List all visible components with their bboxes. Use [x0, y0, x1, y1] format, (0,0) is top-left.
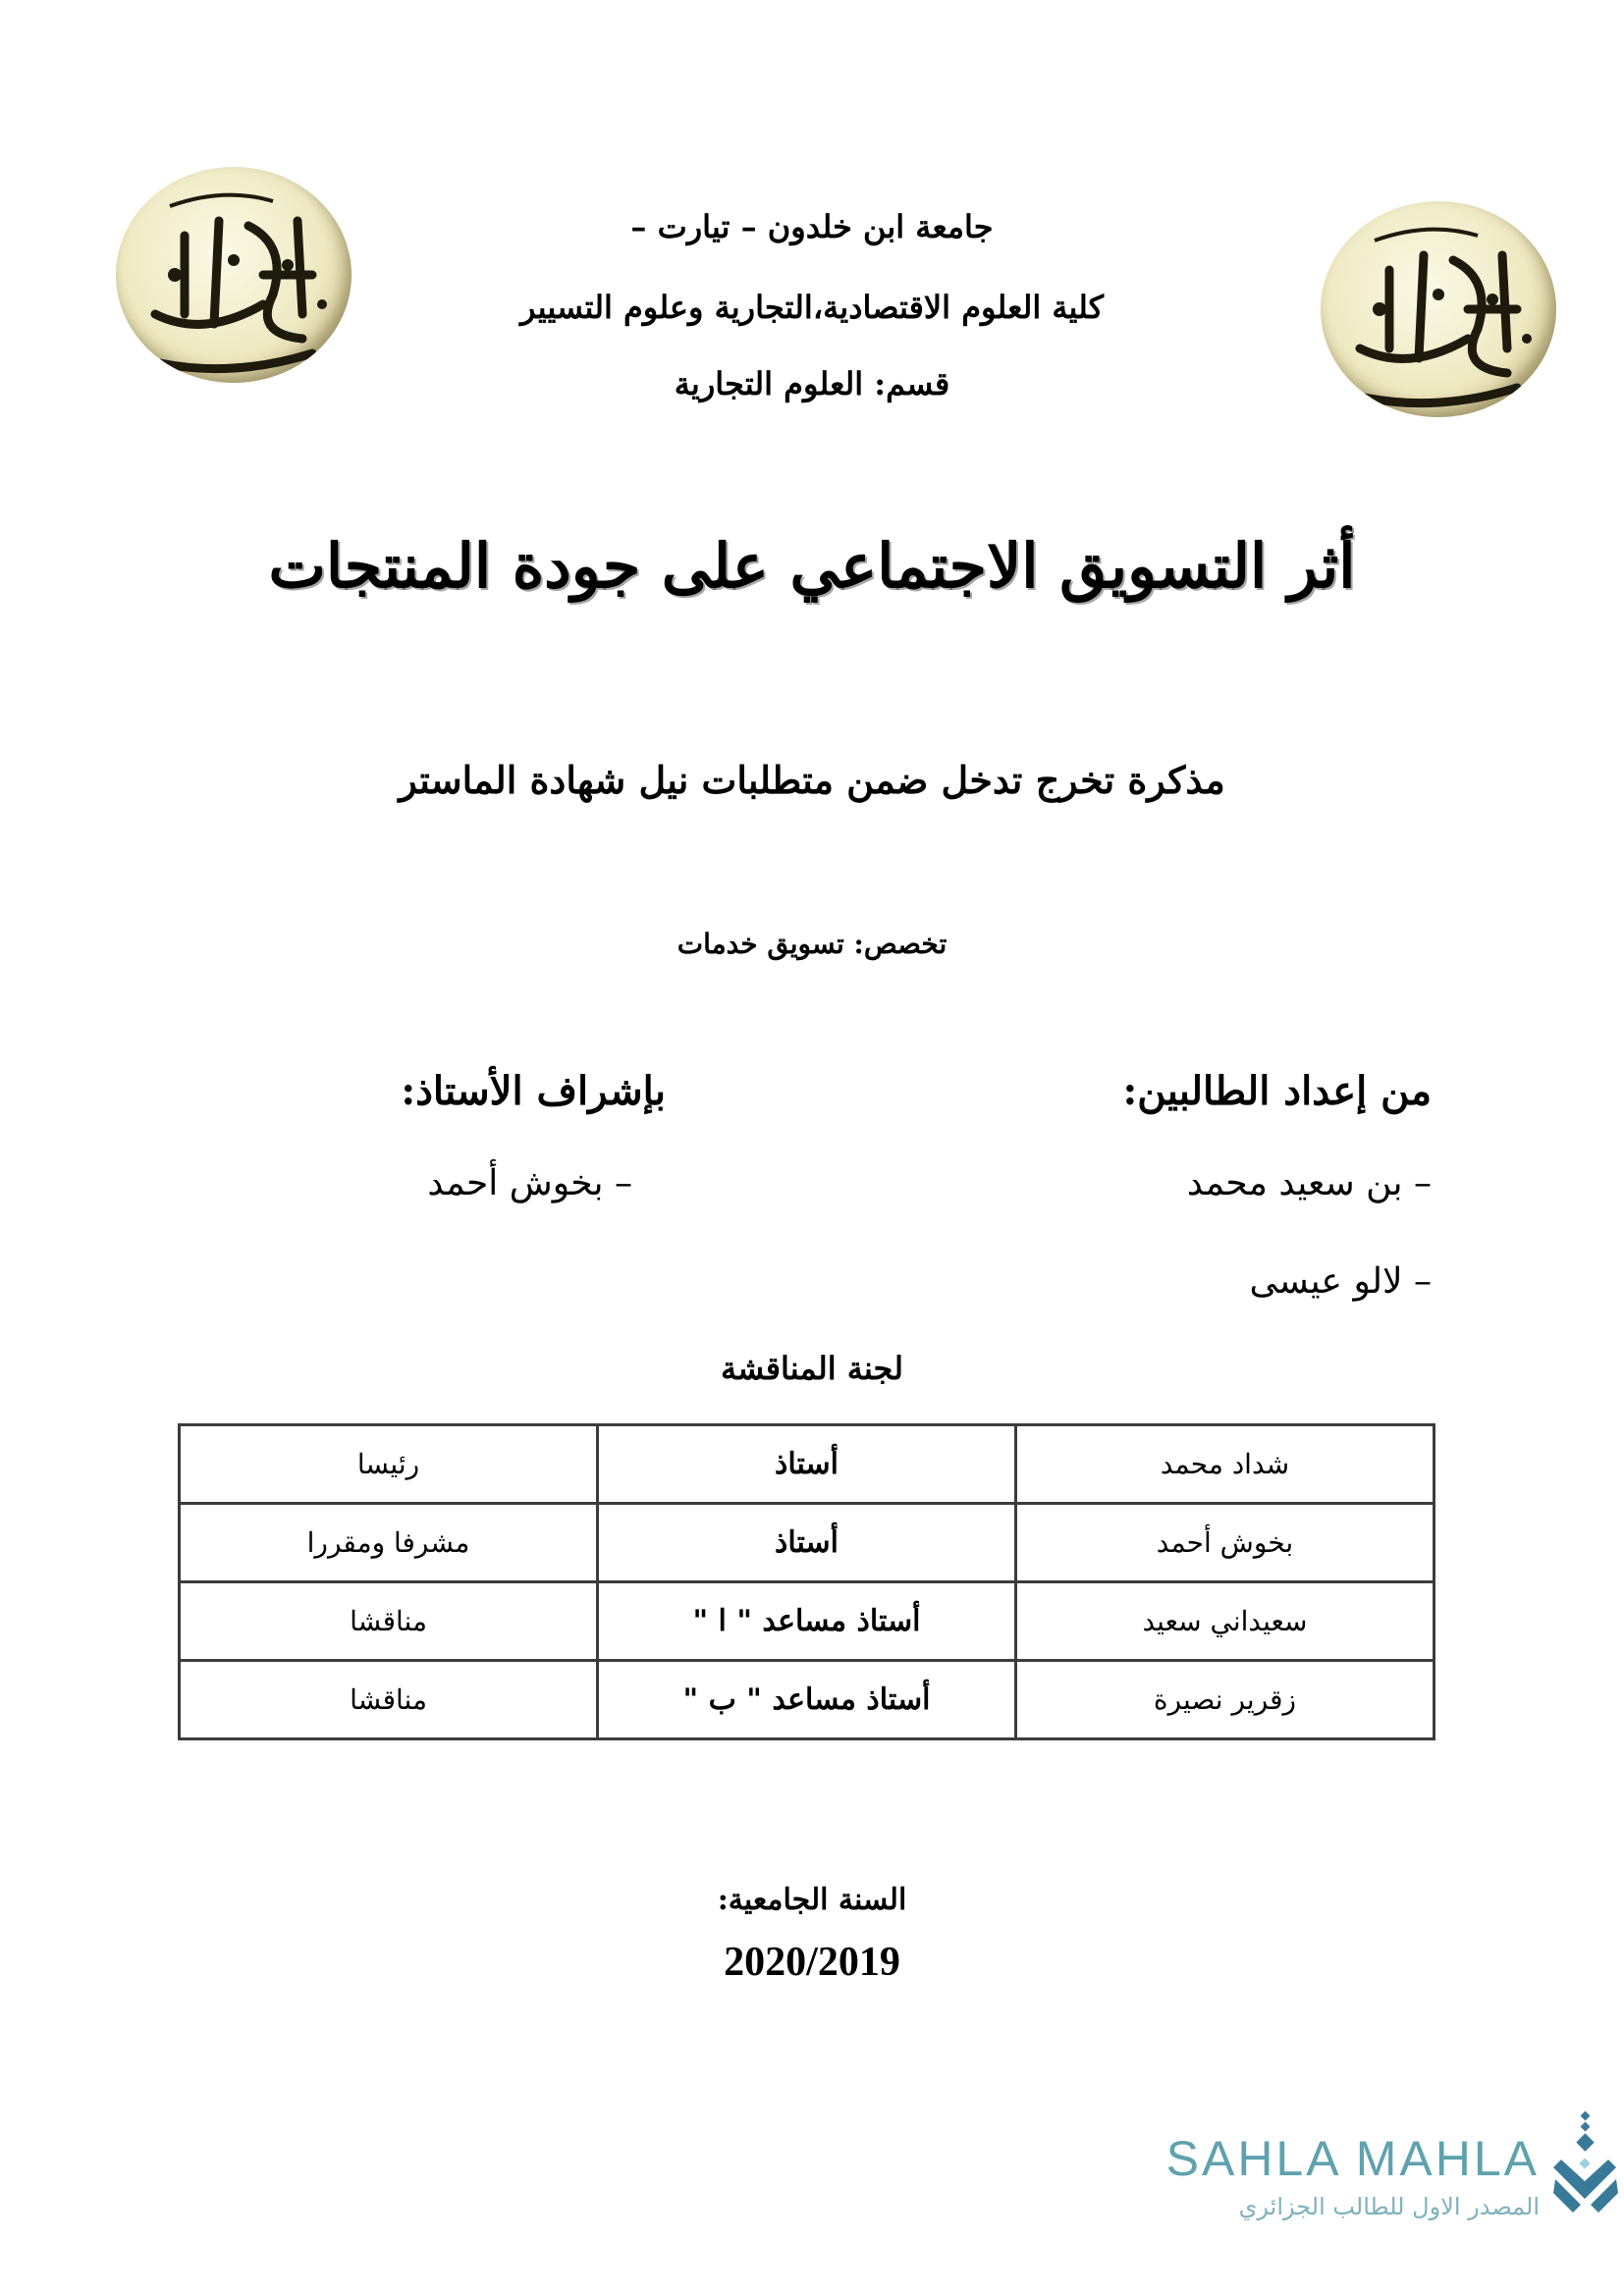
table-row — [180, 1425, 1435, 1504]
brand-name: SAHLA MAHLA — [1165, 2131, 1540, 2186]
academic-year-label: السنة الجامعية: — [717, 1883, 907, 1917]
brand-tagline: المصدر الاول للطالب الجزائري — [1238, 2193, 1540, 2220]
table-row — [180, 1504, 1435, 1582]
member-role: مشرفا ومقررا — [180, 1504, 598, 1582]
member-name: سعيداني سعيد — [1016, 1582, 1435, 1661]
member-role: مناقشا — [180, 1582, 598, 1661]
supervisor-heading: بإشراف الأستاذ: — [401, 1068, 666, 1114]
committee-heading: لجنة المناقشة — [721, 1350, 903, 1387]
students-heading: من إعداد الطالبين: — [1122, 1068, 1432, 1114]
member-name: بخوش أحمد — [1016, 1504, 1435, 1582]
sahla-mahla-logo-icon — [1551, 2110, 1620, 2218]
specialty: تخصص: تسويق خدمات — [677, 928, 947, 960]
faculty-name: كلية العلوم الاقتصادية،التجارية وعلوم التسيير — [520, 289, 1104, 326]
member-rank: أستاذ — [598, 1504, 1016, 1582]
table-row — [180, 1661, 1435, 1739]
academic-year-value: 2020/2019 — [724, 1940, 900, 1985]
supervisor-name: – بخوش أحمد — [427, 1163, 632, 1203]
thesis-title: أثر التسويق الاجتماعي على جودة المنتجات — [268, 530, 1356, 602]
university-name: جامعة ابن خلدون – تيارت – — [630, 208, 994, 245]
member-role: رئيسا — [180, 1425, 598, 1504]
member-name: زقرير نصيرة — [1016, 1661, 1435, 1739]
table-row — [180, 1582, 1435, 1661]
student-name-2: – لالو عيسى — [1249, 1261, 1432, 1302]
university-seal-left-icon — [116, 167, 352, 383]
member-name: شداد محمد — [1016, 1425, 1435, 1504]
member-rank: أستاذ مساعد " ا " — [598, 1582, 1016, 1661]
member-rank: أستاذ — [598, 1425, 1016, 1504]
committee-table — [178, 1423, 1435, 1740]
thesis-subtitle: مذكرة تخرج تدخل ضمن متطلبات نيل شهادة الماستر — [399, 758, 1225, 802]
student-name-1: – بن سعيد محمد — [1186, 1163, 1432, 1203]
member-role: مناقشا — [180, 1661, 598, 1739]
department-name: قسم: العلوم التجارية — [674, 365, 950, 402]
member-rank: أستاذ مساعد " ب " — [598, 1661, 1016, 1739]
